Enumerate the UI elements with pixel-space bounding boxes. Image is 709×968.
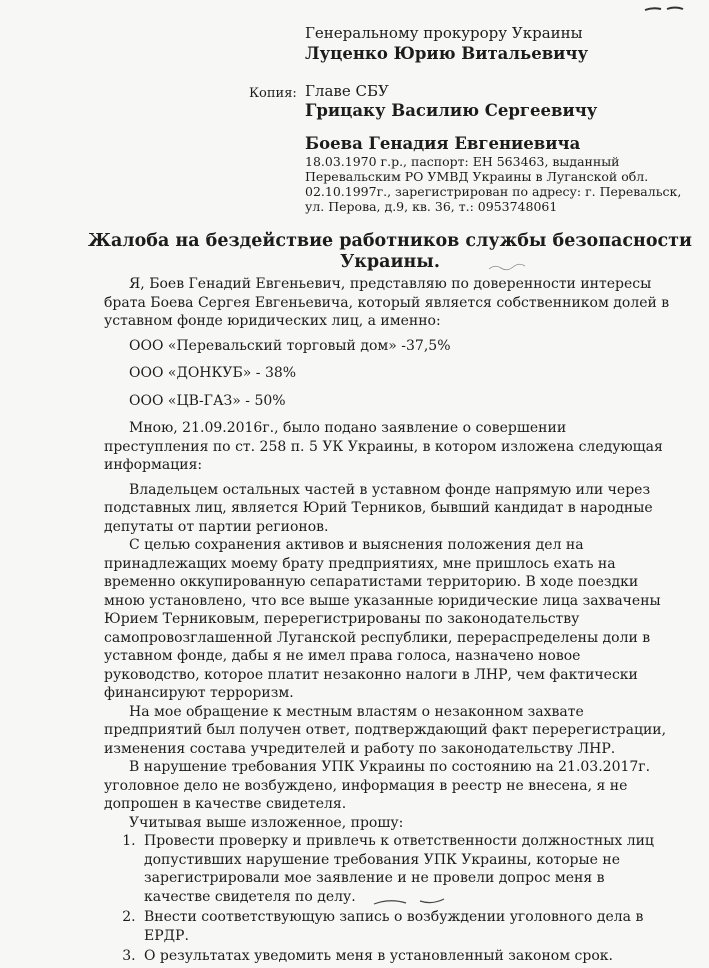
title-line: Украины. — [340, 252, 440, 272]
company-item: ООО «Перевальский торговый дом» -37,5% — [129, 337, 451, 354]
copy-recipient-name: Грицаку Василию Сергеевичу — [305, 101, 598, 120]
paragraph: В нарушение требования УПК Украины по состоянию на 21.03.2017г. уголовное дело не возбуждено, информация в реестр не внесена, я не допрошен в качестве свидетеля. — [104, 759, 651, 812]
paragraph: На мое обращение к местным властям о незаконном захвате предприятий был получен ответ, подтверждающий факт перерегистрации, изменения состава учредителей и работу по законодательству ЛНР. — [104, 703, 667, 757]
scan-mark — [643, 6, 685, 12]
copy-label: Копия: — [249, 86, 297, 101]
paragraph: Мною, 21.09.2016г., было подано заявление о совершении преступления по ст. 258 п. 5 УК Украины, в котором изложена следующая информация: — [104, 420, 663, 473]
document-body — [104, 275, 674, 968]
addressee-name: Луценко Юрию Витальевичу — [305, 44, 589, 63]
addressee-line-1: Генеральному прокурору Украины — [305, 24, 583, 42]
sender-name: Боева Генадия Евгениевича — [305, 134, 581, 153]
signature-mark — [370, 896, 460, 907]
paragraph: Учитывая выше изложенное, прошу: — [129, 814, 404, 831]
sender-details — [305, 154, 682, 214]
document-title — [70, 231, 709, 273]
request-item: 1. Провести проверку и привлечь к ответственности должностных лиц допустивших нарушение требования УПК Украины, которые не зарегистрировали мое заявление и не провели допрос меня в качестве свидетеля по делу. — [140, 832, 674, 906]
company-item: ООО «ЦВ-ГАЗ» - 50% — [129, 392, 286, 409]
title-line: Жалоба на бездействие работников службы безопасности — [88, 231, 692, 251]
sender-detail-line: 18.03.1970 г.р., паспорт: ЕН 563463, выданный — [305, 154, 620, 169]
company-item: ООО «ДОНКУБ» - 38% — [129, 365, 297, 381]
paragraph: С целью сохранения активов и выяснения положения дел на принадлежащих моему брату предприятиях, мне пришлось ехать на временно оккупированную сепаратистами территорию. В ходе поездки мною установлено, что все выше указанные юридические лица захвачены Юрием Терниковым, перерегистрированы по законодательству самопровозглашенной Луганской республики, перераспределены доли в уставном фонде, дабы я не имел права голоса, назначено новое руководство, которое платит незаконно налоги в ЛНР, чем фактически финансируют терроризм. — [104, 537, 661, 701]
paragraph: Владельцем остальных частей в уставном фонде напрямую или через подставных лиц, является Юрий Терников, бывший кандидат в народные депутаты от партии регионов. — [104, 481, 653, 535]
handwritten-scribble — [487, 262, 527, 272]
sender-detail-line: Перевальским РО УМВД Украины в Луганской обл. — [305, 169, 649, 184]
request-item: 2. Внести соответствующую запись о возбуждении уголовного дела в ЕРДР. — [140, 908, 674, 945]
sender-detail-line: 02.10.1997г., зарегистрирован по адресу: г. Перевальск, — [305, 184, 682, 199]
sender-detail-line: ул. Перова, д.9, кв. 36, т.: 0953748061 — [305, 199, 558, 214]
request-item: 3. О результатах уведомить меня в установленный законом срок. — [140, 947, 674, 966]
copy-recipient-line-1: Главе СБУ — [305, 82, 389, 100]
paragraph-intro: Я, Боев Генадий Евгеньевич, представляю по доверенности интересы брата Боева Сергея Евгеньевича, который является собственником долей в уставном фонде юридических лиц, а именно: — [104, 276, 670, 329]
